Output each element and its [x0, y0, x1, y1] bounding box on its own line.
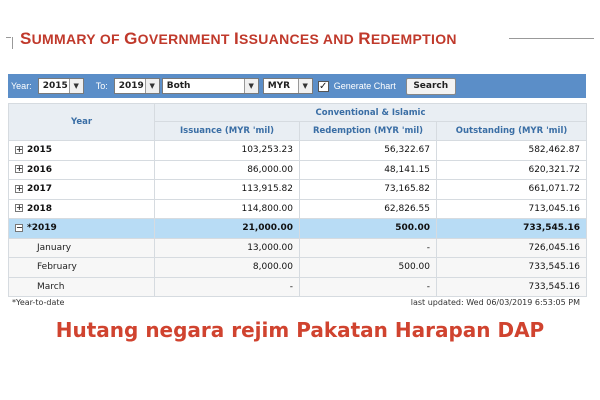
title-initial: I: [233, 29, 239, 48]
title-rule-right: [509, 38, 594, 39]
year-to-select[interactable]: [114, 78, 160, 94]
outstanding-cell: 582,462.87: [437, 141, 587, 161]
title-initial: G: [124, 29, 138, 48]
year-to-label: To:: [95, 81, 108, 91]
last-updated-text: last updated: Wed 06/03/2019 6:53:05 PM: [410, 298, 580, 307]
table-header-row: [9, 104, 587, 122]
redemption-column-header: Redemption (MYR 'mil): [300, 122, 437, 141]
outstanding-cell: 733,545.16: [437, 219, 587, 239]
year-from-select[interactable]: [38, 78, 84, 94]
outstanding-cell: 620,321.72: [437, 160, 587, 180]
month-row: [9, 277, 587, 297]
generate-chart-checkbox[interactable]: ✓: [319, 80, 328, 92]
issuance-cell: -: [155, 277, 300, 297]
redemption-cell: 48,141.15: [300, 160, 437, 180]
issuance-table: [8, 103, 587, 297]
title-initial: S: [20, 29, 32, 48]
group-header: Conventional & Islamic: [155, 104, 587, 122]
table-row-selected[interactable]: [9, 219, 587, 239]
month-cell: March: [9, 277, 155, 297]
year-cell: [9, 141, 155, 161]
year-from-label: Year:: [11, 81, 32, 91]
page-title-frame: [6, 22, 594, 52]
chevron-down-icon: ▼: [298, 79, 312, 93]
title-word: EDEMPTION: [370, 31, 457, 47]
issuance-cell: 103,253.23: [155, 141, 300, 161]
issuance-cell: 114,800.00: [155, 199, 300, 219]
issuance-cell: 8,000.00: [155, 258, 300, 278]
filter-toolbar: [8, 74, 586, 98]
year-cell: [9, 180, 155, 200]
chevron-down-icon: ▼: [145, 79, 159, 93]
issuance-cell: 113,915.82: [155, 180, 300, 200]
year-to-date-note: *Year-to-date: [12, 298, 65, 307]
expand-icon[interactable]: +: [16, 164, 23, 174]
month-cell: February: [9, 258, 155, 278]
title-rule-corner: [12, 37, 13, 49]
outstanding-cell: 733,545.16: [437, 277, 587, 297]
year-cell: [9, 199, 155, 219]
year-label: *2019: [27, 223, 57, 234]
redemption-cell: 56,322.67: [300, 141, 437, 161]
chevron-down-icon: ▼: [69, 79, 83, 93]
currency-select[interactable]: [263, 78, 313, 94]
table-row[interactable]: [9, 199, 587, 219]
table-row[interactable]: [9, 160, 587, 180]
year-from-value: 2015: [42, 81, 68, 91]
page-title: [20, 29, 457, 49]
redemption-cell: 500.00: [300, 258, 437, 278]
currency-value: MYR: [267, 81, 291, 91]
year-label: 2015: [27, 145, 53, 156]
search-button[interactable]: Search: [406, 78, 456, 95]
title-word: OVERNMENT: [137, 31, 234, 47]
type-value: Both: [166, 81, 191, 91]
month-row: [9, 258, 587, 278]
chevron-down-icon: ▼: [244, 79, 258, 93]
issuance-cell: 13,000.00: [155, 238, 300, 258]
generate-chart-label: Generate Chart: [333, 81, 396, 91]
redemption-cell: -: [300, 277, 437, 297]
title-initial: R: [358, 29, 371, 48]
year-cell: [9, 219, 155, 239]
redemption-cell: 500.00: [300, 219, 437, 239]
outstanding-cell: 713,045.16: [437, 199, 587, 219]
collapse-icon[interactable]: −: [16, 222, 23, 232]
outstanding-column-header: Outstanding (MYR 'mil): [437, 122, 587, 141]
expand-icon[interactable]: +: [16, 203, 23, 213]
title-rule-left: [6, 37, 11, 38]
expand-icon[interactable]: +: [16, 183, 23, 193]
redemption-cell: 73,165.82: [300, 180, 437, 200]
redemption-cell: -: [300, 238, 437, 258]
year-to-value: 2019: [118, 81, 144, 91]
year-label: 2018: [27, 203, 53, 214]
outstanding-cell: 661,071.72: [437, 180, 587, 200]
year-label: 2016: [27, 164, 53, 175]
title-word: UMMARY OF: [31, 31, 125, 47]
outstanding-cell: 726,045.16: [437, 238, 587, 258]
issuance-cell: 86,000.00: [155, 160, 300, 180]
issuance-column-header: Issuance (MYR 'mil): [155, 122, 300, 141]
outstanding-cell: 733,545.16: [437, 258, 587, 278]
month-cell: January: [9, 238, 155, 258]
expand-icon[interactable]: +: [16, 144, 23, 154]
year-column-header: Year: [9, 104, 155, 141]
issuance-cell: 21,000.00: [155, 219, 300, 239]
redemption-cell: 62,826.55: [300, 199, 437, 219]
year-label: 2017: [27, 184, 53, 195]
month-row: [9, 238, 587, 258]
title-word: SSUANCES AND: [239, 31, 359, 47]
caption-text: Hutang negara rejim Pakatan Harapan DAP: [55, 318, 545, 342]
year-cell: [9, 160, 155, 180]
table-row[interactable]: [9, 180, 587, 200]
type-select[interactable]: [162, 78, 259, 94]
table-row[interactable]: [9, 141, 587, 161]
